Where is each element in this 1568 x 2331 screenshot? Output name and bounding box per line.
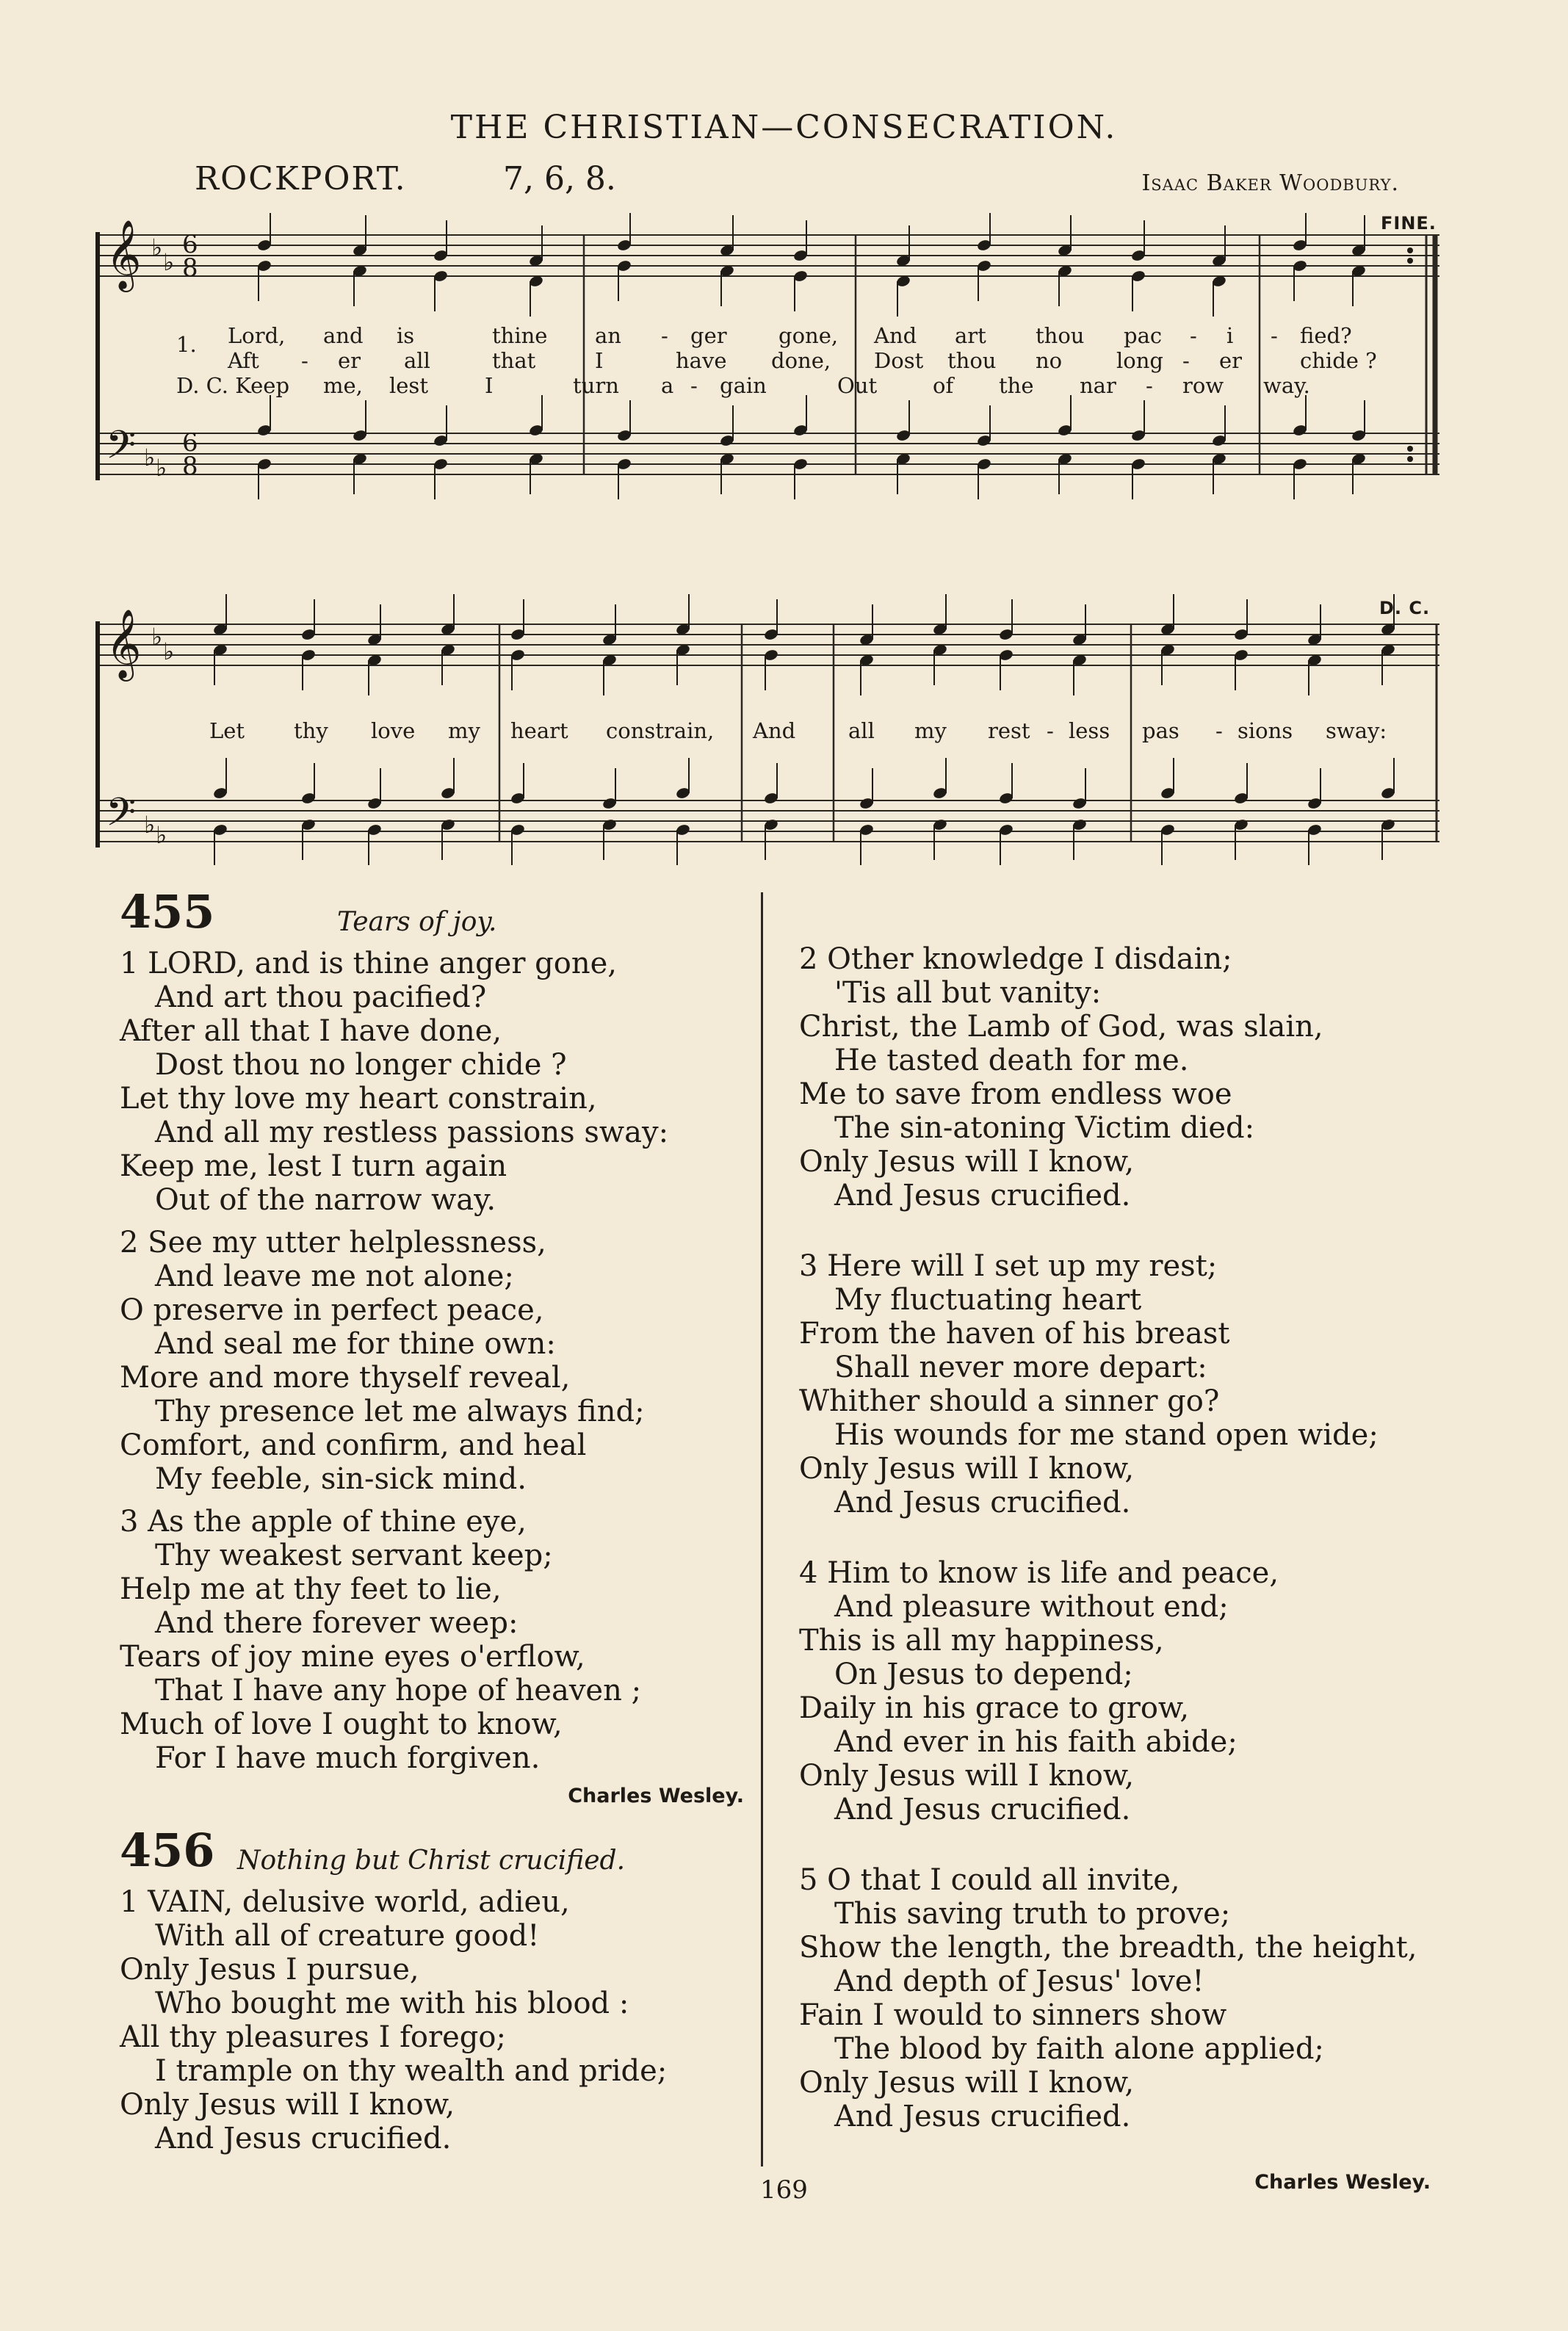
hymn-line: My fluctuating heart — [834, 1283, 1142, 1317]
treble-clef: 𝄞 — [106, 609, 142, 679]
hymn-line: This is all my happiness, — [799, 1624, 1164, 1658]
hymn-line: And art thou pacified? — [155, 980, 487, 1014]
hymn-line: 3 As the apple of thine eye, — [120, 1505, 527, 1539]
lyric-syllable: gain — [720, 373, 767, 398]
hymn-line: My feeble, sin-sick mind. — [155, 1462, 527, 1496]
lyric-syllable: way. — [1263, 373, 1310, 398]
lyrics-row-a — [213, 323, 1462, 348]
hymn-line: And Jesus crucified. — [155, 2122, 452, 2155]
lyric-syllable: thou — [1036, 323, 1085, 348]
key-flat: ♭ — [163, 637, 175, 665]
lyric-syllable: and — [323, 323, 364, 348]
lyric-syllable: - — [1182, 348, 1190, 373]
stanza — [120, 1226, 744, 1496]
lyric-syllable: all — [404, 348, 430, 373]
lyric-syllable: all — [848, 718, 875, 743]
hymn-line: And seal me for thine own: — [155, 1327, 556, 1361]
right-column — [799, 942, 1431, 2198]
hymn-456-header — [120, 1824, 744, 1885]
key-flat: ♭ — [151, 623, 163, 651]
hymn-line: 3 Here will I set up my rest; — [799, 1249, 1218, 1283]
hymn-line: And Jesus crucified. — [834, 2100, 1131, 2133]
lyric-syllable: is — [397, 323, 415, 348]
hymn-line: The blood by faith alone applied; — [834, 2032, 1324, 2066]
lyric-syllable: ger — [690, 323, 727, 348]
hymn-line: Tears of joy mine eyes o'erflow, — [120, 1640, 585, 1674]
hymn-title: Tears of joy. — [337, 907, 497, 937]
lyric-syllable: - — [690, 373, 698, 398]
hymn-line: More and more thyself reveal, — [120, 1361, 571, 1395]
hymn-line: Who bought me with his blood : — [155, 1987, 629, 2020]
hymn-line: After all that I have done, — [120, 1014, 502, 1048]
lyric-syllable: constrain, — [606, 718, 715, 743]
treble-clef: 𝄞 — [106, 220, 142, 289]
lyric-syllable: - — [1271, 323, 1278, 348]
lyric-syllable: Lord, — [228, 323, 286, 348]
hymn-line: And all my restless passions sway: — [155, 1116, 669, 1149]
key-flat: ♭ — [163, 248, 175, 276]
hymn-author: Charles Wesley. — [1254, 2171, 1431, 2194]
key-flat: ♭ — [151, 234, 163, 261]
verse-number: 1. — [176, 332, 197, 357]
stanza — [120, 947, 744, 1217]
lyrics-row-b — [213, 348, 1462, 373]
lyric-syllable: my — [448, 718, 480, 743]
stanza — [799, 1556, 1431, 1826]
hymn-line: For I have much forgiven. — [155, 1741, 541, 1775]
key-flat: ♭ — [144, 811, 156, 839]
hymn-line: Much of love I ought to know, — [120, 1707, 563, 1741]
fine-marker: FINE. — [1381, 213, 1437, 234]
key-flat: ♭ — [144, 444, 156, 471]
bass-clef: 𝄢 — [106, 790, 137, 845]
hymn-line: Thy weakest servant keep; — [155, 1539, 553, 1572]
column-divider — [761, 892, 763, 2166]
hymn-line: 2 See my utter helplessness, — [120, 1226, 546, 1260]
lyric-syllable: - — [1146, 373, 1153, 398]
hymn-line: 4 Him to know is life and peace, — [799, 1556, 1279, 1590]
hymn-line: Comfort, and confirm, and heal — [120, 1428, 587, 1462]
page-number: 169 — [760, 2175, 808, 2205]
music-system-2 — [95, 588, 1439, 889]
hymn-line: On Jesus to depend; — [834, 1658, 1133, 1691]
repeat-dot — [1407, 247, 1413, 253]
hymn-line: He tasted death for me. — [834, 1044, 1189, 1077]
lyric-syllable: have — [676, 348, 727, 373]
hymn-line: The sin-atoning Victim died: — [834, 1111, 1255, 1145]
lyric-syllable: no — [1036, 348, 1063, 373]
hymn-line: And there forever weep: — [155, 1606, 519, 1640]
hymn-line: Daily in his grace to grow, — [799, 1691, 1190, 1725]
hymn-line: His wounds for me stand open wide; — [834, 1418, 1379, 1452]
lyric-syllable: er — [338, 348, 361, 373]
lyric-syllable: Dost — [874, 348, 924, 373]
hymn-line: Whither should a sinner go? — [799, 1384, 1220, 1418]
hymn-line: Help me at thy feet to lie, — [120, 1572, 502, 1606]
lyric-syllable: chide ? — [1300, 348, 1377, 373]
bass-clef: 𝄢 — [106, 423, 137, 477]
lyric-syllable: done, — [771, 348, 831, 373]
hymn-456-text-right — [799, 942, 1431, 2133]
lyric-syllable: Let — [209, 718, 245, 743]
key-flat: ♭ — [156, 821, 167, 849]
lyric-syllable: I — [595, 348, 604, 373]
stanza — [120, 1505, 744, 1775]
lyric-syllable: sway: — [1326, 718, 1387, 743]
lyric-syllable: long — [1116, 348, 1163, 373]
tune-name: ROCKPORT. — [195, 160, 407, 198]
lyric-syllable: D. C. Keep — [176, 373, 290, 398]
lyric-syllable: gone, — [778, 323, 839, 348]
lyric-syllable: Aft — [228, 348, 259, 373]
lyric-syllable: love — [371, 718, 416, 743]
hymn-line: Only Jesus will I know, — [799, 1759, 1135, 1793]
lyric-syllable: me, — [323, 373, 363, 398]
lyric-syllable: that — [492, 348, 536, 373]
hymn-line: And Jesus crucified. — [834, 1179, 1131, 1213]
hymn-line: And ever in his faith abide; — [834, 1725, 1238, 1759]
composer: Isaac Baker Woodbury. — [1141, 170, 1399, 196]
hymn-line: That I have any hope of heaven ; — [155, 1674, 642, 1707]
hymn-line: This saving truth to prove; — [834, 1897, 1231, 1931]
system-brace — [95, 232, 100, 480]
lyric-syllable: an — [595, 323, 621, 348]
hymn-line: From the haven of his breast — [799, 1317, 1230, 1351]
stanza — [120, 1885, 744, 2155]
repeat-dot — [1407, 446, 1413, 452]
hymn-line: All thy pleasures I forego; — [120, 2020, 506, 2054]
lyrics-row-dc — [176, 373, 1425, 398]
lyric-syllable: I — [485, 373, 494, 398]
hymn-line: I trample on thy wealth and pride; — [155, 2054, 668, 2088]
stanza — [799, 1249, 1431, 1519]
lyric-syllable: i — [1226, 323, 1234, 348]
tune-meter: 7, 6, 8. — [503, 160, 616, 198]
lyric-syllable: er — [1219, 348, 1243, 373]
lyric-syllable: - — [1215, 718, 1223, 743]
hymn-line: Only Jesus will I know, — [120, 2088, 455, 2122]
dc-marker: D. C. — [1379, 598, 1431, 618]
hymn-line: 1 VAIN, delusive world, adieu, — [120, 1885, 570, 1919]
lyric-syllable: art — [955, 323, 986, 348]
music-system-1 — [95, 213, 1439, 529]
lyric-syllable: - — [661, 323, 668, 348]
lyric-syllable: Out — [837, 373, 878, 398]
lyric-syllable: heart — [510, 718, 568, 743]
time-signature: 8 — [182, 452, 198, 481]
lyric-syllable: thou — [947, 348, 997, 373]
hymn-line: O preserve in perfect peace, — [120, 1293, 544, 1327]
hymn-line: And Jesus crucified. — [834, 1793, 1131, 1826]
hymn-line: With all of creature good! — [155, 1919, 540, 1953]
lyric-syllable: thy — [294, 718, 328, 743]
lyric-syllable: turn — [573, 373, 619, 398]
hymn-line: 1 LORD, and is thine anger gone, — [120, 947, 618, 980]
hymn-title: Nothing but Christ crucified. — [237, 1846, 626, 1876]
hymn-line: Only Jesus will I know, — [799, 1452, 1135, 1486]
lyric-syllable: And — [874, 323, 917, 348]
lyric-syllable: lest — [389, 373, 428, 398]
hymn-455-text — [120, 947, 744, 1775]
hymn-line: Me to save from endless woe — [799, 1077, 1232, 1111]
lyric-syllable: less — [1069, 718, 1110, 743]
hymn-line: And pleasure without end; — [834, 1590, 1229, 1624]
time-signature: 8 — [182, 253, 198, 283]
hymn-line: Out of the narrow way. — [155, 1183, 496, 1217]
key-flat: ♭ — [156, 454, 167, 482]
repeat-dot — [1407, 456, 1413, 462]
lyric-syllable: row — [1182, 373, 1224, 398]
hymn-line: Keep me, lest I turn again — [120, 1149, 507, 1183]
hymn-author: Charles Wesley. — [568, 1785, 744, 1807]
stanza — [799, 1863, 1431, 2133]
hymn-455-header — [120, 885, 744, 947]
hymn-line: Only Jesus I pursue, — [120, 1953, 419, 1987]
hymn-line: Let thy love my heart constrain, — [120, 1082, 597, 1116]
hymn-line: 'Tis all but vanity: — [834, 976, 1102, 1010]
hymn-456-text-left — [120, 1885, 744, 2155]
lyric-syllable: - — [1190, 323, 1197, 348]
system-brace — [95, 621, 100, 848]
hymn-line: Only Jesus will I know, — [799, 2066, 1135, 2100]
lyric-syllable: rest — [988, 718, 1030, 743]
hymn-line: Christ, the Lamb of God, was slain, — [799, 1010, 1323, 1044]
time-signature: 6 — [182, 230, 198, 259]
hymn-line: 5 O that I could all invite, — [799, 1863, 1180, 1897]
section-title: THE CHRISTIAN—CONSECRATION. — [450, 109, 1118, 146]
tune-info — [195, 160, 1399, 204]
hymn-line: Show the length, the breadth, the height, — [799, 1931, 1417, 1965]
repeat-dot — [1407, 258, 1413, 264]
hymn-line: Dost thou no longer chide ? — [155, 1048, 567, 1082]
hymn-line: Fain I would to sinners show — [799, 1998, 1227, 2032]
time-signature: 6 — [182, 428, 198, 458]
lyric-syllable: my — [914, 718, 947, 743]
hymn-line: Shall never more depart: — [834, 1351, 1207, 1384]
lyric-syllable: pas — [1142, 718, 1179, 743]
lyrics-row-2 — [209, 718, 1458, 743]
lyric-syllable: pac — [1124, 323, 1163, 348]
lyric-syllable: of — [933, 373, 954, 398]
hymn-number: 455 — [120, 885, 215, 939]
hymn-line: 2 Other knowledge I disdain; — [799, 942, 1232, 976]
hymn-line: Only Jesus will I know, — [799, 1145, 1135, 1179]
stanza — [799, 942, 1431, 1213]
lyric-syllable: thine — [492, 323, 548, 348]
lyric-syllable: sions — [1238, 718, 1293, 743]
left-column — [120, 885, 744, 2164]
hymn-line: Thy presence let me always find; — [155, 1395, 645, 1428]
lyric-syllable: - — [301, 348, 308, 373]
hymn-line: And depth of Jesus' love! — [834, 1965, 1204, 1998]
hymn-line: And leave me not alone; — [155, 1260, 514, 1293]
lyric-syllable: a — [661, 373, 674, 398]
lyric-syllable: - — [1047, 718, 1054, 743]
lyric-syllable: nar — [1080, 373, 1116, 398]
lyric-syllable: fied? — [1300, 323, 1352, 348]
lyric-syllable: And — [753, 718, 796, 743]
lyric-syllable: the — [999, 373, 1034, 398]
hymn-number: 456 — [120, 1824, 215, 1877]
hymn-line: And Jesus crucified. — [834, 1486, 1131, 1519]
